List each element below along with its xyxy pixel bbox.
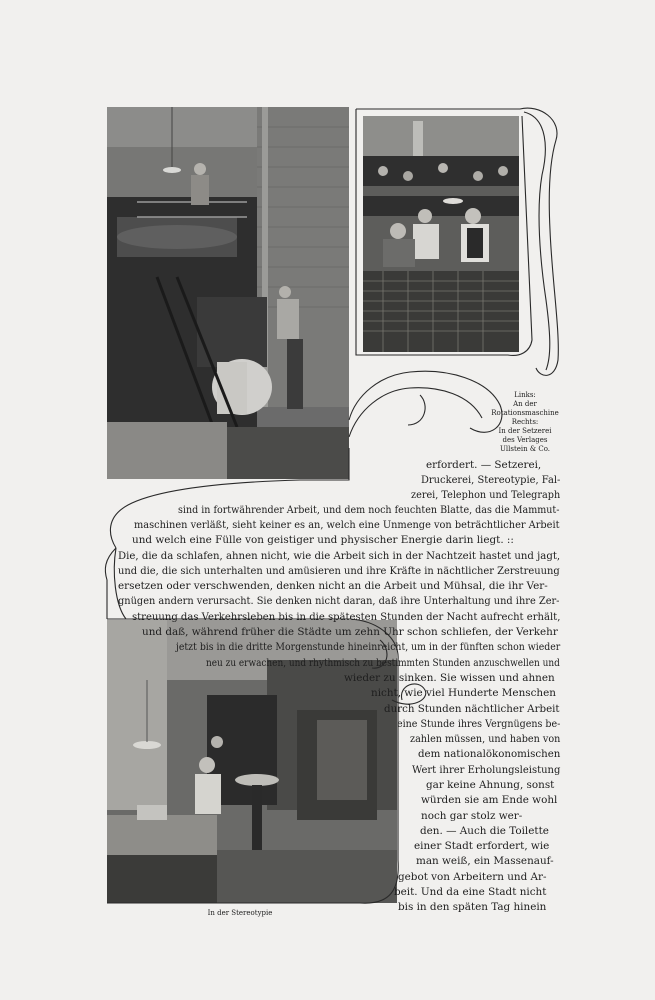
text-line: jetzt bis in die dritte Morgenstunde hineinreicht, um in der fünften schon wieder xyxy=(176,641,561,653)
text-line: gar keine Ahnung, sonst xyxy=(426,779,555,791)
text-line: sind in fortwährender Arbeit, und dem noch feuchten Blatte, das die Mammut- xyxy=(178,504,560,516)
text-line: maschinen verläßt, sieht keiner es an, welch eine Unmenge von beträchtlicher Arbeit xyxy=(134,519,560,531)
text-line: beit. Und da eine Stadt nicht xyxy=(394,886,547,898)
text-line: würden sie am Ende wohl xyxy=(421,794,558,806)
text-line: erfordert. — Setzerei, xyxy=(426,459,542,471)
text-line: neu zu erwachen, und rhythmisch zu bestimmten Stunden anzuschwellen und xyxy=(206,657,560,669)
text-line: noch gar stolz wer- xyxy=(421,810,523,822)
text-line: Wert ihrer Erholungsleistung xyxy=(412,764,561,776)
text-line: nicht, wie viel Hunderte Menschen xyxy=(371,687,556,699)
text-line: den. — Auch die Toilette xyxy=(420,825,549,837)
text-line: gnügen andern verursacht. Sie denken nicht daran, daß ihre Unterhaltung und ihre Zer- xyxy=(118,595,560,607)
text-line: einer Stadt erfordert, wie xyxy=(414,840,550,852)
text-line: und daß, während früher die Städte um zehn Uhr schon schliefen, der Verkehr xyxy=(142,626,558,638)
text-line: zerei, Telephon und Telegraph xyxy=(411,489,561,501)
text-line: gebot von Arbeitern und Ar- xyxy=(398,871,547,883)
text-line: dem nationalökonomischen xyxy=(418,748,561,760)
caption-line: des Verlages xyxy=(502,436,548,444)
text-line: streuung das Verkehrsleben bis in die spätesten Stunden der Nacht aufrecht erhält, xyxy=(132,611,561,623)
text-line: Druckerei, Stereotypie, Fal- xyxy=(421,474,561,486)
text-line: Die, die da schlafen, ahnen nicht, wie die Arbeit sich in der Nachtzeit hastet und jagt, xyxy=(118,550,561,562)
text-line: und welch eine Fülle von geistiger und physischer Energie darin liegt. :: xyxy=(132,534,514,546)
caption-line: In der Setzerei xyxy=(498,427,552,435)
caption-line: In der Stereotypie xyxy=(207,909,273,917)
text-line: durch Stunden nächtlicher Arbeit xyxy=(384,703,560,715)
text-line: eine Stunde ihres Vergnügens be- xyxy=(397,718,561,730)
caption-line: Rotationsmaschine xyxy=(491,409,559,417)
caption-line: Ullstein & Co. xyxy=(499,445,551,453)
text-line: und die, die sich unterhalten und amüsieren und ihre Kräfte in nächtlicher Zerstreuung xyxy=(118,565,560,577)
text-line: bis in den späten Tag hinein xyxy=(398,901,547,913)
text-line: zahlen müssen, und haben von xyxy=(410,733,561,745)
caption-line: An der xyxy=(513,400,537,408)
caption-line: Links: xyxy=(514,391,536,399)
caption-line: Rechts: xyxy=(511,418,539,426)
text-line: wieder zu sinken. Sie wissen und ahnen xyxy=(344,672,555,684)
text-line: man weiß, ein Massenauf- xyxy=(416,855,554,867)
text-line: ersetzen oder verschwenden, denken nicht an die Arbeit und Mühsal, die ihr Ver- xyxy=(118,580,548,592)
